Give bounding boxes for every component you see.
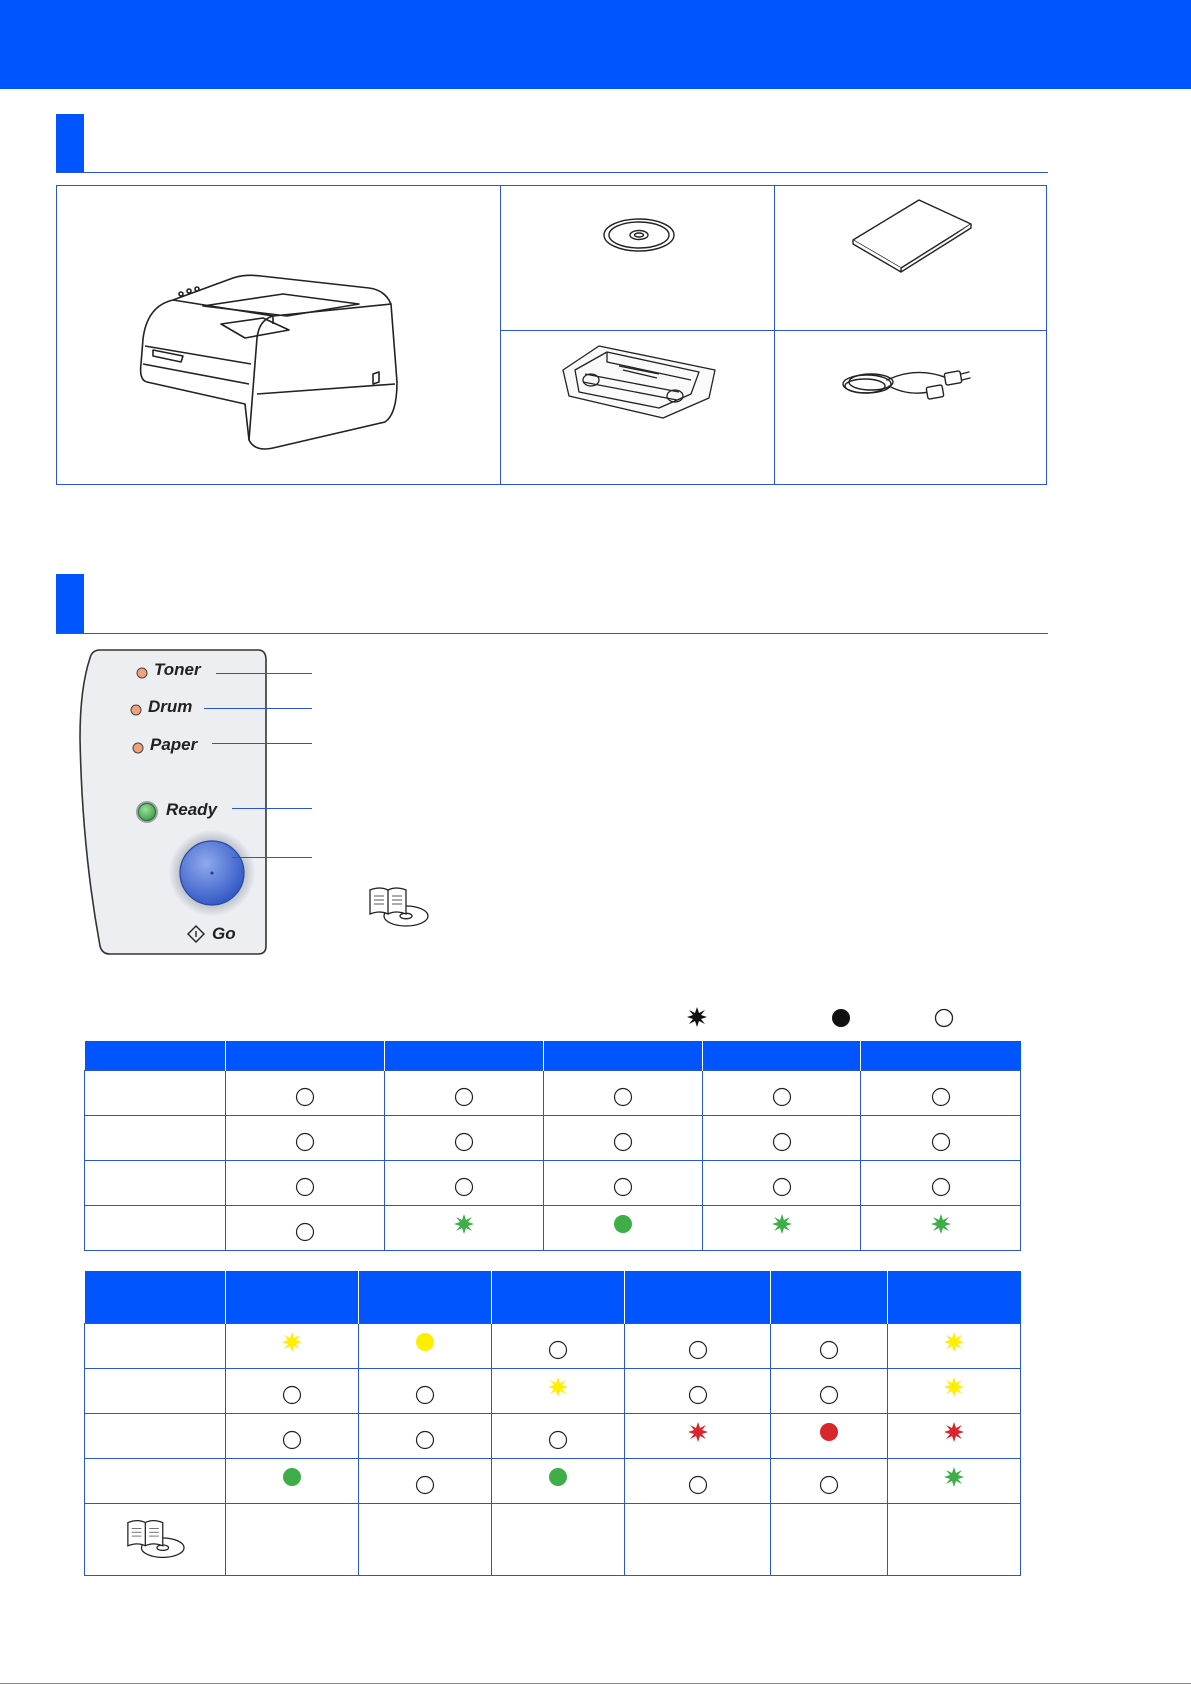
user-guide-cd-icon — [366, 884, 430, 930]
table-row — [85, 1070, 1021, 1115]
led-state-cell — [771, 1323, 888, 1368]
table-header-cell — [861, 1041, 1021, 1070]
led-state-cell — [492, 1368, 625, 1413]
page-bottom-rule — [0, 1683, 1191, 1684]
led-state-cell — [385, 1115, 544, 1160]
led-off-icon — [453, 1176, 475, 1198]
grid-divider — [500, 330, 1047, 331]
led-state-cell — [492, 1323, 625, 1368]
toner-callout-line — [216, 673, 312, 674]
led-state-cell — [771, 1413, 888, 1458]
led-off-icon — [818, 1384, 840, 1406]
led-off-icon — [294, 1221, 316, 1243]
led-state-cell — [861, 1070, 1021, 1115]
led-state-cell — [888, 1368, 1021, 1413]
action-cell — [492, 1503, 625, 1575]
led-on-green-icon — [281, 1466, 303, 1488]
table-header-cell — [85, 1041, 226, 1070]
row-label-cell — [85, 1368, 226, 1413]
led-state-cell — [861, 1205, 1021, 1250]
led-state-cell — [226, 1160, 385, 1205]
table-row — [85, 1458, 1021, 1503]
ac-power-cord-icon — [837, 356, 977, 412]
led-state-cell — [544, 1070, 703, 1115]
led-state-cell — [625, 1458, 771, 1503]
table-header-cell — [492, 1271, 625, 1323]
filled-circle-icon — [831, 1008, 851, 1028]
grid-divider — [500, 186, 501, 484]
led-state-cell — [226, 1205, 385, 1250]
table-row — [85, 1160, 1021, 1205]
led-state-cell — [625, 1323, 771, 1368]
led-off-icon — [294, 1086, 316, 1108]
led-state-cell — [861, 1115, 1021, 1160]
blink-star-icon — [686, 1006, 708, 1028]
led-state-cell — [888, 1458, 1021, 1503]
row-label-cell — [85, 1413, 226, 1458]
row-label-cell — [85, 1070, 226, 1115]
led-state-cell — [359, 1368, 492, 1413]
led-state-cell — [771, 1458, 888, 1503]
led-state-cell — [544, 1115, 703, 1160]
table-header-cell — [544, 1041, 703, 1070]
grid-divider — [774, 186, 775, 484]
led-blink-yellow-icon — [943, 1376, 965, 1398]
led-off-icon — [294, 1131, 316, 1153]
go-callout-line — [232, 857, 312, 858]
led-off-icon — [414, 1384, 436, 1406]
table-row — [85, 1413, 1021, 1458]
led-blink-green-icon — [943, 1466, 965, 1488]
led-off-icon — [771, 1086, 793, 1108]
table-header-row — [85, 1271, 1021, 1323]
user-guide-cd-icon — [124, 1516, 186, 1562]
led-off-icon — [547, 1429, 569, 1451]
led-blink-yellow-icon — [281, 1331, 303, 1353]
carton-contents-grid — [56, 185, 1047, 485]
led-off-icon — [294, 1176, 316, 1198]
drum-unit-assembly-icon — [559, 340, 719, 420]
row-label-cell — [85, 1115, 226, 1160]
led-state-cell — [771, 1368, 888, 1413]
led-state-cell — [359, 1323, 492, 1368]
led-state-cell — [226, 1323, 359, 1368]
led-off-icon — [687, 1474, 709, 1496]
led-blink-green-icon — [453, 1213, 475, 1235]
table-header-cell — [226, 1041, 385, 1070]
section-1-marker — [56, 114, 84, 173]
printer-icon — [133, 264, 423, 454]
led-off-icon — [281, 1429, 303, 1451]
led-state-cell — [888, 1323, 1021, 1368]
ready-callout-line — [232, 808, 312, 809]
paper-callout-line — [212, 743, 312, 744]
quick-setup-guide-icon — [849, 194, 975, 276]
action-cell — [625, 1503, 771, 1575]
led-state-cell — [703, 1160, 861, 1205]
led-on-red-icon — [818, 1421, 840, 1443]
table-row — [85, 1368, 1021, 1413]
control-panel — [76, 648, 276, 963]
led-off-icon — [771, 1176, 793, 1198]
led-state-cell — [359, 1458, 492, 1503]
led-state-cell — [359, 1413, 492, 1458]
action-cell — [771, 1503, 888, 1575]
table-header-cell — [359, 1271, 492, 1323]
led-state-cell — [226, 1458, 359, 1503]
action-cell — [359, 1503, 492, 1575]
drum-callout-line — [204, 708, 312, 709]
led-off-icon — [612, 1086, 634, 1108]
led-state-cell — [226, 1368, 359, 1413]
table-header-cell — [703, 1041, 861, 1070]
table-header-cell — [385, 1041, 544, 1070]
led-state-cell — [226, 1115, 385, 1160]
led-off-icon — [414, 1474, 436, 1496]
action-cell — [226, 1503, 359, 1575]
table-row — [85, 1503, 1021, 1575]
led-off-icon — [930, 1176, 952, 1198]
led-state-cell — [544, 1205, 703, 1250]
led-off-icon — [281, 1384, 303, 1406]
led-off-icon — [612, 1131, 634, 1153]
section-2-marker — [56, 574, 84, 633]
table-header-cell — [85, 1271, 226, 1323]
cd-rom-icon — [601, 216, 677, 254]
table-row — [85, 1323, 1021, 1368]
top-banner — [0, 0, 1191, 89]
table-header-cell — [625, 1271, 771, 1323]
led-state-cell — [703, 1205, 861, 1250]
led-off-icon — [930, 1131, 952, 1153]
led-off-icon — [930, 1086, 952, 1108]
led-off-icon — [547, 1339, 569, 1361]
action-cell — [888, 1503, 1021, 1575]
led-state-cell — [385, 1070, 544, 1115]
row-label-cell — [85, 1323, 226, 1368]
row-label-cell — [85, 1458, 226, 1503]
led-state-cell — [226, 1413, 359, 1458]
row-label-cell — [85, 1503, 226, 1575]
led-state-cell — [492, 1458, 625, 1503]
row-label-cell — [85, 1205, 226, 1250]
led-off-icon — [818, 1474, 840, 1496]
led-on-green-icon — [547, 1466, 569, 1488]
led-state-cell — [625, 1413, 771, 1458]
led-on-yellow-icon — [414, 1331, 436, 1353]
led-state-cell — [226, 1070, 385, 1115]
led-status-table-1 — [84, 1041, 1021, 1251]
led-state-cell — [544, 1160, 703, 1205]
toner-led-label: Toner — [154, 660, 201, 679]
section-1-rule — [56, 172, 1048, 173]
empty-circle-icon — [934, 1008, 954, 1028]
led-blink-red-icon — [687, 1421, 709, 1443]
section-2-rule — [56, 633, 1048, 634]
led-blink-green-icon — [930, 1213, 952, 1235]
led-state-cell — [625, 1368, 771, 1413]
led-off-icon — [453, 1086, 475, 1108]
led-off-icon — [687, 1339, 709, 1361]
table-header-cell — [771, 1271, 888, 1323]
paper-led-label: Paper — [150, 735, 198, 754]
led-state-cell — [492, 1413, 625, 1458]
led-blink-red-icon — [943, 1421, 965, 1443]
table-header-cell — [888, 1271, 1021, 1323]
row-label-cell — [85, 1160, 226, 1205]
led-state-cell — [385, 1205, 544, 1250]
table-header-cell — [226, 1271, 359, 1323]
led-status-table-2 — [84, 1271, 1021, 1576]
table-row — [85, 1115, 1021, 1160]
led-blink-green-icon — [771, 1213, 793, 1235]
go-button-label: Go — [212, 924, 236, 943]
led-state-cell — [888, 1413, 1021, 1458]
led-off-icon — [818, 1339, 840, 1361]
led-state-cell — [861, 1160, 1021, 1205]
drum-led-label: Drum — [148, 697, 193, 716]
led-off-icon — [771, 1131, 793, 1153]
led-state-cell — [703, 1115, 861, 1160]
table-header-row — [85, 1041, 1021, 1070]
led-on-green-icon — [612, 1213, 634, 1235]
table-row — [85, 1205, 1021, 1250]
led-off-icon — [414, 1429, 436, 1451]
led-blink-yellow-icon — [943, 1331, 965, 1353]
led-state-cell — [703, 1070, 861, 1115]
led-off-icon — [687, 1384, 709, 1406]
led-off-icon — [612, 1176, 634, 1198]
led-state-cell — [385, 1160, 544, 1205]
ready-led-label: Ready — [166, 800, 218, 819]
led-off-icon — [453, 1131, 475, 1153]
led-blink-yellow-icon — [547, 1376, 569, 1398]
